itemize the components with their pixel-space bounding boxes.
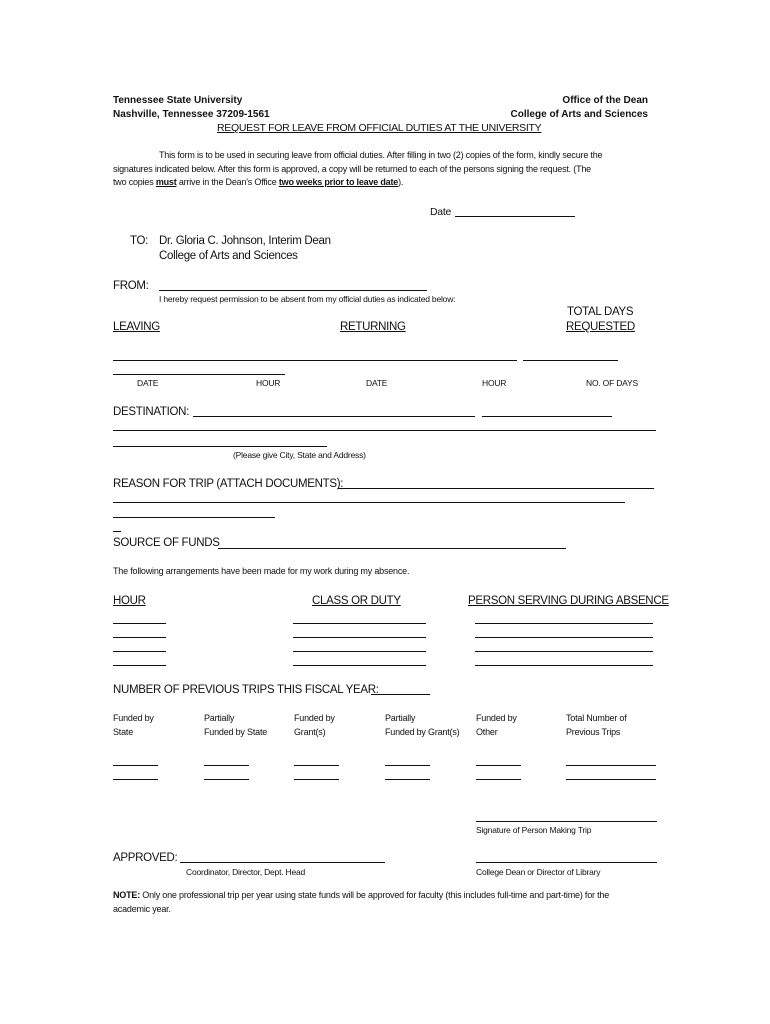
permission-text: I hereby request permission to be absent from my official duties as indicated below: xyxy=(159,294,456,304)
sub-date-returning: DATE xyxy=(366,378,388,388)
intro-must: must xyxy=(155,177,177,187)
funding-partial-state-field-2[interactable] xyxy=(204,779,249,780)
arrangement-class-field[interactable] xyxy=(293,651,426,652)
intro-line-3: two copies must arrive in the Dean's Office two weeks prior to leave date). xyxy=(113,177,404,187)
reason-label: REASON FOR TRIP (ATTACH DOCUMENTS): xyxy=(113,478,344,490)
funding-grants-field[interactable] xyxy=(294,765,339,766)
arrangement-class-field[interactable] xyxy=(293,665,426,666)
funding-partial-grants-l2: Funded by Grant(s) xyxy=(385,727,460,737)
sub-no-of-days: NO. OF DAYS xyxy=(586,378,638,388)
destination-label: DESTINATION: xyxy=(113,406,190,418)
arrangement-person-field[interactable] xyxy=(475,623,653,624)
approved-label: APPROVED: xyxy=(113,852,178,864)
coordinator-signature-label: Coordinator, Director, Dept. Head xyxy=(186,867,306,877)
class-or-duty-heading: CLASS OR DUTY xyxy=(312,595,401,607)
from-field[interactable] xyxy=(159,290,427,291)
funding-total-l1: Total Number of xyxy=(566,713,627,723)
college-name: College of Arts and Sciences xyxy=(510,109,648,120)
coordinator-signature-field[interactable] xyxy=(180,862,385,863)
arrangement-person-field[interactable] xyxy=(475,651,653,652)
sub-hour-returning: HOUR xyxy=(482,378,507,388)
funding-partial-grants-field[interactable] xyxy=(385,765,430,766)
funding-partial-grants-l1: Partially xyxy=(385,713,416,723)
destination-field[interactable] xyxy=(193,416,475,417)
traveler-signature-field[interactable] xyxy=(476,821,657,822)
funding-state-l1: Funded by xyxy=(113,713,154,723)
funding-partial-state-l2: Funded by State xyxy=(204,727,268,737)
office-name: Office of the Dean xyxy=(562,95,648,106)
funding-partial-state-field[interactable] xyxy=(204,765,249,766)
hour-heading: HOUR xyxy=(113,595,146,607)
note-line-2: academic year. xyxy=(113,904,171,914)
funding-other-field-2[interactable] xyxy=(476,779,521,780)
leave-dates-field-continued[interactable] xyxy=(113,374,285,375)
total-days-field[interactable] xyxy=(523,360,618,361)
to-college: College of Arts and Sciences xyxy=(159,250,298,262)
intro-line-1: This form is to be used in securing leave from official duties. After filling in two (2) copies of the form, kindly secure the xyxy=(159,150,603,160)
funding-state-l2: State xyxy=(113,727,134,737)
arrangement-person-field[interactable] xyxy=(475,637,653,638)
funding-total-field[interactable] xyxy=(566,765,656,766)
arrangement-hour-field[interactable] xyxy=(113,637,166,638)
requested-heading: REQUESTED xyxy=(566,321,635,333)
funding-grants-l2: Grant(s) xyxy=(294,727,326,737)
funding-grants-field-2[interactable] xyxy=(294,779,339,780)
arrangement-person-field[interactable] xyxy=(475,665,653,666)
dean-signature-field[interactable] xyxy=(476,862,657,863)
destination-field-2[interactable] xyxy=(482,416,612,417)
source-of-funds-label: SOURCE OF FUNDS xyxy=(113,537,220,549)
leave-dates-field[interactable] xyxy=(113,360,517,361)
note-line-1: NOTE: Only one professional trip per year using state funds will be approved for faculty (this includes full-time and part-time) for the xyxy=(113,890,610,900)
date-field[interactable] xyxy=(455,216,575,217)
funding-state-field-2[interactable] xyxy=(113,779,158,780)
traveler-signature-label: Signature of Person Making Trip xyxy=(476,825,592,835)
source-of-funds-field[interactable] xyxy=(218,548,566,549)
intro-line-2: signatures indicated below. After this form is approved, a copy will be returned to each of the persons signing the request. (The xyxy=(113,164,591,174)
funding-other-l1: Funded by xyxy=(476,713,517,723)
arrangement-hour-field[interactable] xyxy=(113,665,166,666)
reason-field-3[interactable] xyxy=(113,517,275,518)
funding-grants-l1: Funded by xyxy=(294,713,335,723)
arrangement-class-field[interactable] xyxy=(293,623,426,624)
funding-partial-state-l1: Partially xyxy=(204,713,235,723)
to-name: Dr. Gloria C. Johnson, Interim Dean xyxy=(159,235,331,247)
form-title: REQUEST FOR LEAVE FROM OFFICIAL DUTIES AT THE UNIVERSITY xyxy=(217,122,542,134)
arrangement-class-field[interactable] xyxy=(293,637,426,638)
funding-state-field[interactable] xyxy=(113,765,158,766)
funding-partial-grants-field-2[interactable] xyxy=(385,779,430,780)
dean-signature-label: College Dean or Director of Library xyxy=(476,867,601,877)
total-days-heading: TOTAL DAYS xyxy=(567,306,634,318)
funding-other-l2: Other xyxy=(476,727,498,737)
note-label: NOTE: xyxy=(113,890,140,900)
sub-hour-leaving: HOUR xyxy=(256,378,281,388)
funding-other-field[interactable] xyxy=(476,765,521,766)
previous-trips-field[interactable] xyxy=(371,694,430,695)
sub-date-leaving: DATE xyxy=(137,378,159,388)
arrangement-hour-field[interactable] xyxy=(113,651,166,652)
arrangements-intro: The following arrangements have been made for my work during my absence. xyxy=(113,566,410,576)
returning-heading: RETURNING xyxy=(340,321,406,333)
leaving-heading: LEAVING xyxy=(113,321,160,333)
destination-field-3[interactable] xyxy=(113,430,656,431)
arrangement-hour-field[interactable] xyxy=(113,623,166,624)
from-label: FROM: xyxy=(113,280,149,292)
reason-field-4[interactable] xyxy=(113,531,121,532)
funding-total-l2: Previous Trips xyxy=(566,727,621,737)
destination-hint: (Please give City, State and Address) xyxy=(233,450,366,460)
university-name: Tennessee State University xyxy=(113,95,243,106)
funding-total-field-2[interactable] xyxy=(566,779,656,780)
previous-trips-label: NUMBER OF PREVIOUS TRIPS THIS FISCAL YEAR: xyxy=(113,684,379,696)
person-serving-heading: PERSON SERVING DURING ABSENCE xyxy=(468,595,669,607)
intro-deadline: two weeks prior to leave date xyxy=(278,177,399,187)
reason-field[interactable] xyxy=(338,488,654,489)
reason-field-2[interactable] xyxy=(113,502,625,503)
destination-field-4[interactable] xyxy=(113,446,327,447)
university-address: Nashville, Tennessee 37209-1561 xyxy=(113,109,270,120)
date-label: Date xyxy=(430,206,451,218)
to-label: TO: xyxy=(130,235,149,247)
